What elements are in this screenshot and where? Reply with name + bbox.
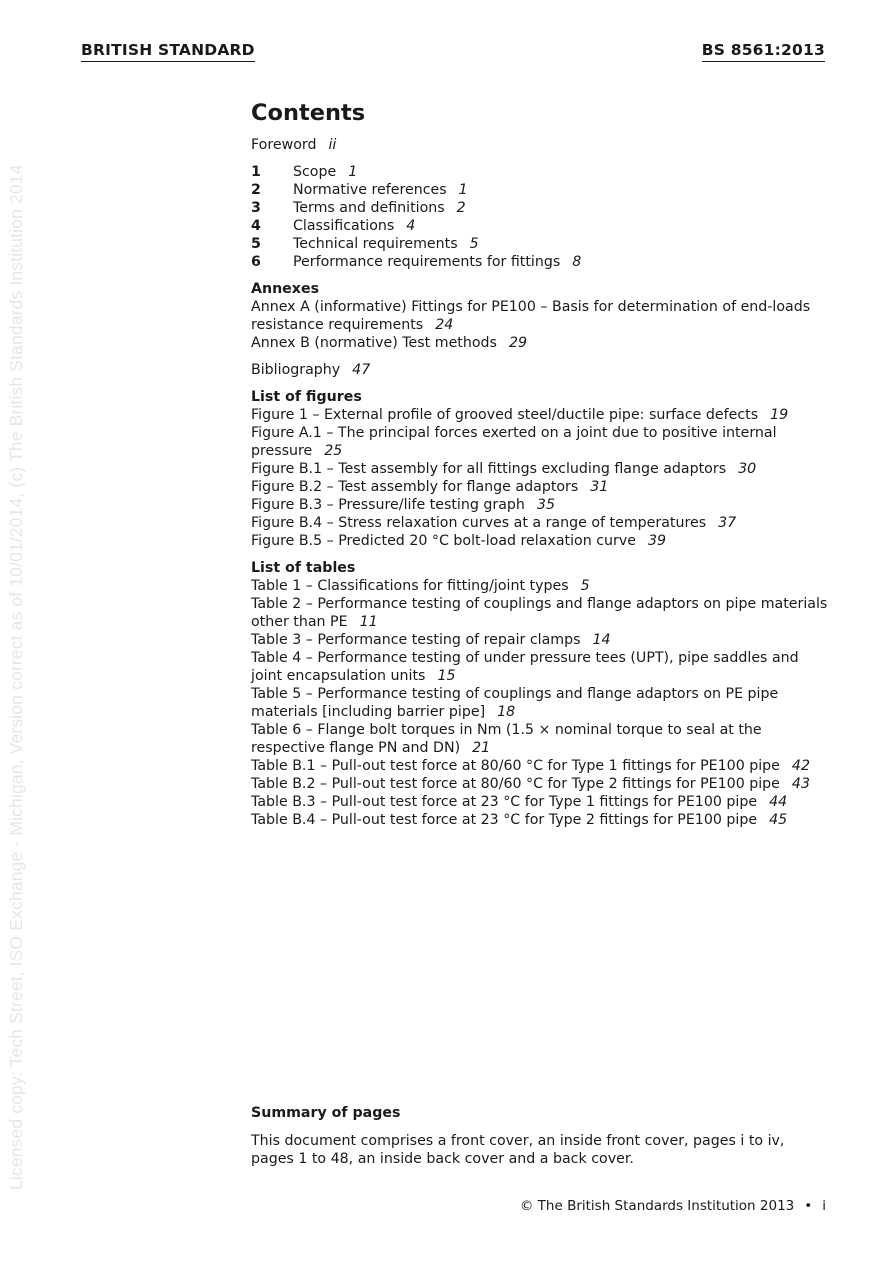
toc-label: Table 2 – Performance testing of couplings and flange adaptors on pipe materials other than PE	[251, 596, 828, 630]
toc-label: Foreword	[251, 137, 317, 153]
toc-entry-figure[interactable]	[251, 478, 831, 496]
toc-label: Performance requirements for fittings	[293, 254, 561, 270]
toc-entry-clause-6[interactable]	[251, 253, 831, 271]
toc-entry-foreword[interactable]	[251, 136, 831, 154]
toc-page: 18	[497, 704, 516, 720]
header-right: BS 8561:2013	[702, 41, 825, 62]
clause-number: 2	[251, 182, 261, 198]
clause-number: 5	[251, 236, 261, 252]
toc-label: Table B.1 – Pull-out test force at 80/60 °C for Type 1 fittings for PE100 pipe	[251, 758, 780, 774]
toc-page: 39	[647, 533, 667, 549]
toc-page: 21	[472, 740, 491, 756]
toc-page: 5	[469, 236, 479, 252]
toc-label: Terms and definitions	[293, 200, 445, 216]
toc-entry-annex-b[interactable]	[251, 334, 831, 352]
toc-label: Figure 1 – External profile of grooved steel/ductile pipe: surface defects	[251, 407, 759, 423]
toc-entry-table[interactable]	[251, 721, 831, 757]
toc-entry-clause-1[interactable]	[251, 163, 831, 181]
toc-page: 15	[437, 668, 456, 684]
page-footer	[520, 1198, 826, 1214]
toc-entry-table[interactable]	[251, 793, 831, 811]
toc-label: Classifications	[293, 218, 395, 234]
toc-page: 1	[458, 182, 468, 198]
toc-label: Figure B.4 – Stress relaxation curves at a range of temperatures	[251, 515, 707, 531]
clause-number: 4	[251, 218, 261, 234]
toc-page: 4	[406, 218, 416, 234]
toc-entry-table[interactable]	[251, 577, 831, 595]
toc-label: Annex A (informative) Fittings for PE100 – Basis for determination of end-loads resistance requirements	[251, 299, 811, 333]
toc-entry-clause-2[interactable]	[251, 181, 831, 199]
toc-page: 35	[536, 497, 555, 513]
toc-label: Table 4 – Performance testing of under pressure tees (UPT), pipe saddles and joint encapsulation units	[251, 650, 799, 684]
toc-page: 45	[769, 812, 788, 828]
toc-entry-figure[interactable]	[251, 496, 831, 514]
header-left: BRITISH STANDARD	[81, 41, 255, 62]
toc-entry-figure[interactable]	[251, 406, 831, 424]
summary-text: This document comprises a front cover, an inside front cover, pages i to iv, pages 1 to 48, an inside back cover and a back cover.	[251, 1133, 785, 1167]
toc-entry-clause-5[interactable]	[251, 235, 831, 253]
toc-page: 11	[359, 614, 378, 630]
toc-entry-figure[interactable]	[251, 460, 831, 478]
toc-label: Technical requirements	[293, 236, 458, 252]
toc-page: 25	[324, 443, 343, 459]
toc-label: Annex B (normative) Test methods	[251, 335, 497, 351]
toc-entry-annex-a[interactable]	[251, 298, 831, 334]
toc-label: Table 1 – Classifications for fitting/joint types	[251, 578, 569, 594]
page-number: i	[822, 1198, 826, 1214]
toc-page: 29	[508, 335, 527, 351]
toc-label: Bibliography	[251, 362, 341, 378]
toc-page: 1	[348, 164, 358, 180]
clause-number: 3	[251, 200, 261, 216]
toc-page: 43	[791, 776, 810, 792]
clause-number: 1	[251, 164, 261, 180]
toc-label: Figure B.3 – Pressure/life testing graph	[251, 497, 525, 513]
toc-label: Table B.2 – Pull-out test force at 80/60 °C for Type 2 fittings for PE100 pipe	[251, 776, 780, 792]
toc-entry-table[interactable]	[251, 649, 831, 685]
toc-entry-table[interactable]	[251, 631, 831, 649]
annexes-heading: Annexes	[251, 281, 320, 297]
toc-entry-table[interactable]	[251, 685, 831, 721]
toc-page: 44	[769, 794, 788, 810]
toc-page: 19	[770, 407, 789, 423]
contents-title: Contents	[251, 100, 366, 126]
toc-page: 42	[791, 758, 810, 774]
toc-entry-table[interactable]	[251, 811, 831, 829]
toc-page: 8	[572, 254, 582, 270]
toc-page: 2	[456, 200, 466, 216]
clause-number: 6	[251, 254, 261, 270]
toc-entry-figure[interactable]	[251, 532, 831, 550]
toc-page: 31	[590, 479, 609, 495]
toc-label: Normative references	[293, 182, 447, 198]
toc-label: Table 5 – Performance testing of couplings and flange adaptors on PE pipe materials [including barrier pipe]	[251, 686, 779, 720]
toc-entry-table[interactable]	[251, 595, 831, 631]
footer-bullet: •	[804, 1198, 813, 1214]
toc-page: 47	[352, 362, 371, 378]
toc-entry-bibliography[interactable]	[251, 361, 831, 379]
toc-entry-clause-3[interactable]	[251, 199, 831, 217]
toc-label: Figure B.2 – Test assembly for flange adaptors	[251, 479, 579, 495]
toc-page: 30	[738, 461, 757, 477]
copyright-text: © The British Standards Institution 2013	[519, 1198, 795, 1214]
toc-label: Table B.4 – Pull-out test force at 23 °C for Type 2 fittings for PE100 pipe	[251, 812, 758, 828]
summary-heading: Summary of pages	[251, 1105, 401, 1121]
toc-entry-figure[interactable]	[251, 514, 831, 532]
toc-entry-table[interactable]	[251, 757, 831, 775]
toc-page: ii	[328, 137, 337, 153]
toc-label: Table B.3 – Pull-out test force at 23 °C for Type 1 fittings for PE100 pipe	[251, 794, 758, 810]
toc-label: Figure B.5 – Predicted 20 °C bolt-load relaxation curve	[251, 533, 636, 549]
summary-section	[251, 1104, 831, 1168]
toc-label: Table 3 – Performance testing of repair clamps	[251, 632, 581, 648]
toc-label: Figure A.1 – The principal forces exerted on a joint due to positive internal pressure	[251, 425, 777, 459]
toc-page: 37	[718, 515, 737, 531]
toc-label: Scope	[293, 164, 337, 180]
tables-heading: List of tables	[251, 560, 356, 576]
toc-page: 24	[435, 317, 454, 333]
toc-label: Figure B.1 – Test assembly for all fittings excluding flange adaptors	[251, 461, 727, 477]
figures-heading: List of figures	[251, 389, 362, 405]
toc-entry-figure[interactable]	[251, 424, 831, 460]
toc-entry-table[interactable]	[251, 775, 831, 793]
contents-section	[251, 98, 831, 829]
toc-page: 5	[580, 578, 590, 594]
toc-label: Table 6 – Flange bolt torques in Nm (1.5 × nominal torque to seal at the respective flange PN and DN)	[251, 722, 762, 756]
toc-entry-clause-4[interactable]	[251, 217, 831, 235]
license-watermark: Licensed copy: Tech Street, ISO Exchange - Michigan, Version correct as of 10/01/2014, (c) The British Standards Institution 2014	[6, 164, 26, 1190]
toc-page: 14	[592, 632, 611, 648]
